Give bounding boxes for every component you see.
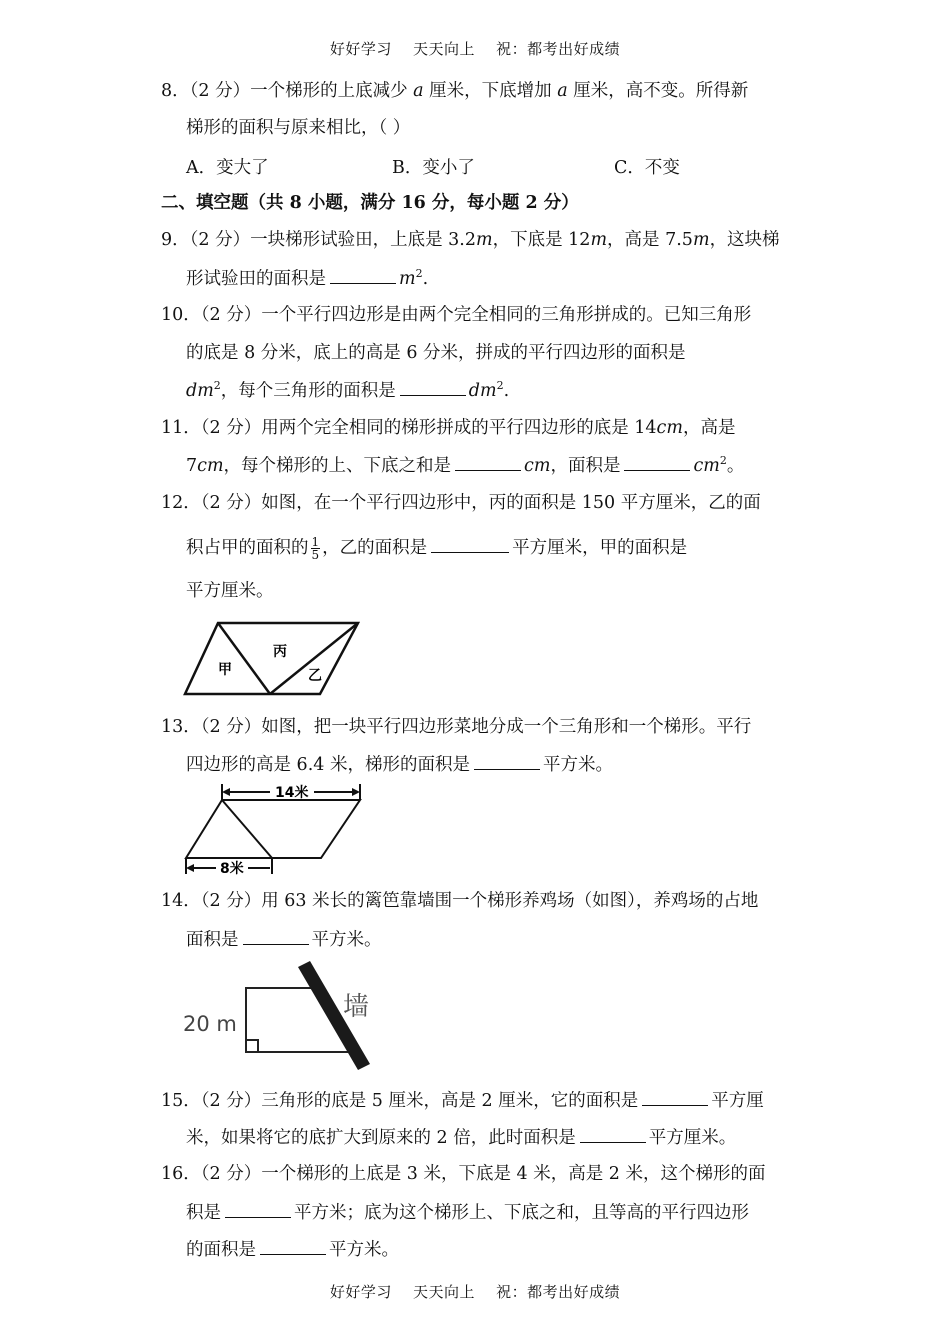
q14-text: 平方米。 bbox=[311, 930, 382, 950]
q16-text: 平方米；底为这个梯形上、下底之和，且等高的平行四边形 bbox=[294, 1203, 749, 1223]
label-wall: 墙 bbox=[343, 992, 370, 1022]
q11-text: ，高是 bbox=[682, 418, 736, 438]
q12-text: 积占甲的面积的 bbox=[186, 538, 309, 558]
unit-cm: cm bbox=[693, 456, 720, 476]
page-header: 好好学习 天天向上 祝：都考出好成绩 bbox=[329, 40, 621, 58]
unit-dm: dm bbox=[186, 381, 214, 401]
fraction-denominator: 5 bbox=[311, 548, 320, 562]
fraction-numerator: 1 bbox=[311, 535, 320, 549]
q11-line-2 bbox=[186, 453, 744, 478]
label-jia: 甲 bbox=[218, 662, 232, 678]
parallelogram-outline bbox=[186, 800, 360, 858]
q12-text: 平方厘米，甲的面积是 bbox=[512, 538, 688, 558]
answer-blank[interactable] bbox=[243, 927, 309, 945]
divider-line bbox=[218, 623, 270, 694]
arrow-left-icon bbox=[186, 864, 194, 872]
arrow-left-icon bbox=[222, 788, 230, 796]
answer-blank[interactable] bbox=[260, 1237, 326, 1255]
arrow-right-icon bbox=[352, 788, 360, 796]
parallelogram-outline bbox=[185, 623, 358, 694]
answer-blank[interactable] bbox=[580, 1125, 646, 1143]
var-a: a bbox=[413, 81, 424, 101]
q8-text: 8．（2 分）一个梯形的上底减少 bbox=[161, 81, 414, 101]
q8-line-1 bbox=[161, 79, 748, 103]
q14-chicken-yard-figure bbox=[180, 960, 380, 1075]
q14-text: 面积是 bbox=[186, 930, 239, 950]
q15-text: 米，如果将它的底扩大到原来的 2 倍，此时面积是 bbox=[186, 1128, 576, 1148]
superscript: 2 bbox=[719, 454, 727, 468]
label-top-length: 14米 bbox=[275, 785, 309, 801]
q8-option-c: C．不变 bbox=[614, 158, 680, 178]
q13-parallelogram-figure bbox=[178, 782, 368, 877]
q10-line-1: 10．（2 分）一个平行四边形是由两个完全相同的三角形拼成的。已知三角形 bbox=[161, 305, 752, 325]
unit-m: m bbox=[399, 269, 416, 289]
q15-text: 平方厘米。 bbox=[648, 1128, 737, 1148]
q10-text: ，每个三角形的面积是 bbox=[220, 381, 396, 401]
q11-line-1 bbox=[161, 416, 735, 440]
q16-text: 的面积是 bbox=[186, 1240, 256, 1260]
q9-text: ，下底是 12 bbox=[492, 230, 591, 250]
label-yi: 乙 bbox=[308, 668, 322, 684]
q10-line-3 bbox=[186, 378, 509, 403]
q16-line-3 bbox=[186, 1237, 399, 1262]
var-a: a bbox=[557, 81, 568, 101]
q16-line-2 bbox=[186, 1200, 749, 1225]
unit-m: m bbox=[692, 230, 710, 250]
q15-line-2 bbox=[186, 1125, 736, 1150]
q9-text: ，这块梯 bbox=[709, 230, 780, 250]
q12-line-3: 平方厘米。 bbox=[186, 581, 274, 601]
q11-text: ，面积是 bbox=[550, 456, 621, 476]
q15-text: 15．（2 分）三角形的底是 5 厘米，高是 2 厘米，它的面积是 bbox=[161, 1091, 639, 1111]
answer-blank[interactable] bbox=[400, 378, 466, 396]
q11-text: 。 bbox=[726, 456, 745, 476]
superscript: 2 bbox=[213, 379, 221, 393]
q12-parallelogram-figure bbox=[180, 618, 365, 698]
unit-dm: dm bbox=[468, 381, 497, 401]
q10-line-2: 的底是 8 分米，底上的高是 6 分米，拼成的平行四边形的面积是 bbox=[186, 343, 686, 363]
fraction-one-fifth bbox=[311, 536, 321, 561]
q9-text: 形试验田的面积是 bbox=[186, 269, 326, 289]
answer-blank[interactable] bbox=[225, 1200, 291, 1218]
q16-text: 积是 bbox=[186, 1203, 221, 1223]
unit-m: m bbox=[590, 230, 608, 250]
q10-text: . bbox=[503, 381, 510, 401]
unit-cm: cm bbox=[656, 418, 683, 438]
q13-line-2 bbox=[186, 752, 613, 777]
unit-m: m bbox=[475, 230, 493, 250]
q12-line-2 bbox=[186, 535, 687, 561]
q9-text: ，高是 7.5 bbox=[607, 230, 693, 250]
label-height: 20 m bbox=[183, 1012, 237, 1036]
q9-text: . bbox=[422, 269, 429, 289]
answer-blank[interactable] bbox=[474, 752, 540, 770]
answer-blank[interactable] bbox=[624, 453, 690, 471]
q13-line-1: 13．（2 分）如图，把一块平行四边形菜地分成一个三角形和一个梯形。平行 bbox=[161, 717, 752, 737]
superscript: 2 bbox=[415, 267, 423, 281]
q8-text: 厘米，下底增加 bbox=[423, 81, 558, 101]
q11-text: ，每个梯形的上、下底之和是 bbox=[223, 456, 452, 476]
label-bing: 丙 bbox=[273, 644, 287, 660]
q11-text: 11．（2 分）用两个完全相同的梯形拼成的平行四边形的底是 14 bbox=[161, 418, 657, 438]
unit-cm: cm bbox=[197, 456, 224, 476]
unit-cm: cm bbox=[524, 456, 551, 476]
superscript: 2 bbox=[496, 379, 504, 393]
q15-line-1 bbox=[161, 1088, 764, 1113]
q8-option-a: A．变大了 bbox=[186, 158, 269, 178]
q9-text: 9．（2 分）一块梯形试验田，上底是 3.2 bbox=[161, 230, 476, 250]
q13-text: 四边形的高是 6.4 米，梯形的面积是 bbox=[186, 755, 470, 775]
q11-text: 7 bbox=[186, 456, 198, 476]
answer-blank[interactable] bbox=[642, 1088, 708, 1106]
page-footer: 好好学习 天天向上 祝：都考出好成绩 bbox=[329, 1283, 621, 1301]
answer-blank[interactable] bbox=[330, 266, 396, 284]
answer-blank[interactable] bbox=[455, 453, 521, 471]
q8-line-2: 梯形的面积与原来相比，（ ） bbox=[186, 118, 411, 138]
q16-line-1: 16．（2 分）一个梯形的上底是 3 米，下底是 4 米，高是 2 米，这个梯形的面 bbox=[161, 1164, 766, 1184]
q8-option-b: B．变小了 bbox=[392, 158, 475, 178]
label-bottom-length: 8米 bbox=[220, 861, 244, 877]
section-title: 二、填空题（共 8 小题，满分 16 分，每小题 2 分） bbox=[161, 193, 579, 213]
q12-text: ，乙的面积是 bbox=[322, 538, 428, 558]
q14-line-2 bbox=[186, 927, 382, 952]
q12-line-1: 12．（2 分）如图，在一个平行四边形中，丙的面积是 150 平方厘米，乙的面 bbox=[161, 493, 761, 513]
divider-line bbox=[222, 800, 272, 858]
q13-text: 平方米。 bbox=[542, 755, 613, 775]
q9-line-2 bbox=[186, 266, 428, 291]
right-angle-icon bbox=[246, 1040, 258, 1052]
answer-blank[interactable] bbox=[431, 535, 509, 553]
q16-text: 平方米。 bbox=[329, 1240, 399, 1260]
q8-text: 厘米，高不变。所得新 bbox=[567, 81, 749, 101]
q15-text: 平方厘 bbox=[711, 1091, 764, 1111]
q14-line-1: 14．（2 分）用 63 米长的篱笆靠墙围一个梯形养鸡场（如图），养鸡场的占地 bbox=[161, 891, 759, 911]
q9-line-1 bbox=[161, 228, 780, 252]
